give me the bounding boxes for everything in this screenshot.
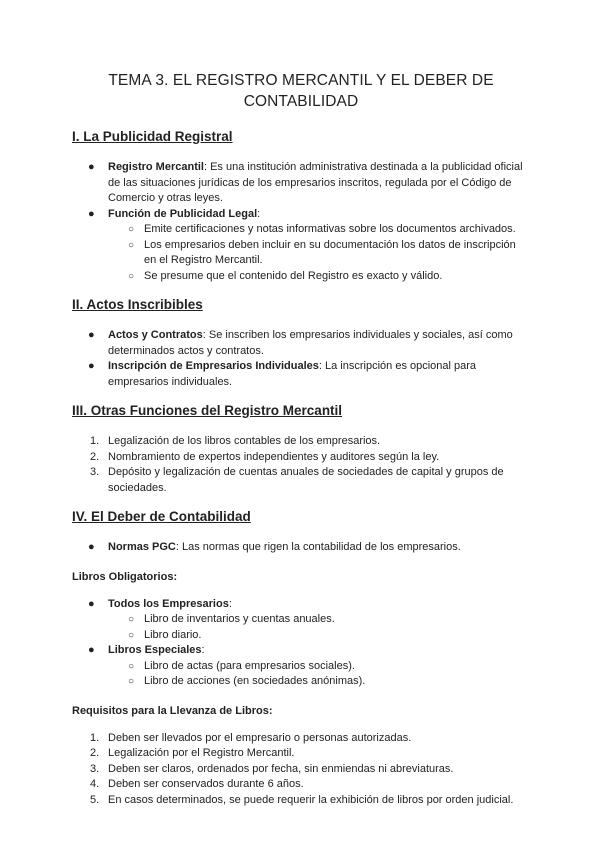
sub-item-text: Los empresarios deben incluir en su documentación los datos de inscripción en el Registro Mercantil. — [144, 238, 516, 266]
sub-list-item — [128, 238, 530, 269]
bullet-icon: ● — [88, 644, 95, 656]
item-text: Depósito y legalización de cuentas anuales de sociedades de capital y grupos de sociedades. — [108, 466, 504, 494]
circle-bullet-icon: ○ — [128, 270, 135, 282]
sub-list — [108, 612, 530, 643]
item-text: : — [228, 597, 232, 610]
list-item — [90, 777, 530, 793]
sub-item-text: Se presume que el contenido del Registro es exacto y válido. — [144, 269, 443, 282]
sub-item-text: Emite certificaciones y notas informativas sobre los documentos archivados. — [144, 223, 516, 235]
title-line-1: TEMA 3. EL REGISTRO MERCANTIL Y EL DEBER DE — [108, 72, 494, 89]
sub-list — [108, 659, 530, 690]
list-item — [88, 643, 530, 690]
list-item — [88, 160, 530, 207]
sub-list-item — [128, 269, 530, 285]
sub-list-item — [128, 628, 530, 644]
item-label: Registro Mercantil — [108, 161, 204, 173]
section-heading-3: III. Otras Funciones del Registro Mercantil — [72, 403, 343, 418]
section-1-list — [72, 160, 530, 284]
list-item — [88, 328, 530, 359]
requisitos-heading: Requisitos para la Llevanza de Libros: — [72, 704, 273, 717]
item-text: : Es una institución administrativa destinada a la publicidad oficial de las situaciones jurídicas de los empresarios inscritos, regulada por el Código de Comercio y otras leyes. — [108, 161, 523, 204]
item-text: En casos determinados, se puede requerir la exhibición de libros por orden judicial. — [108, 793, 514, 806]
list-item — [88, 540, 530, 556]
item-text: : — [257, 207, 261, 220]
sub-list-item — [128, 659, 530, 675]
title-line-2: CONTABILIDAD — [243, 93, 359, 110]
item-label: Libros Especiales — [108, 644, 202, 656]
list-item — [90, 762, 530, 778]
sub-item-text: Libro diario. — [144, 628, 202, 641]
item-text: : La inscripción es opcional para empresarios individuales. — [108, 360, 477, 388]
item-text: Deben ser claros, ordenados por fecha, sin enmiendas ni abreviaturas. — [108, 762, 454, 775]
item-text: Legalización por el Registro Mercantil. — [108, 747, 295, 759]
list-item — [90, 731, 530, 747]
bullet-icon: ● — [88, 207, 95, 220]
item-label: Todos los Empresarios — [108, 597, 229, 610]
section-3-list — [72, 434, 530, 496]
item-label: Actos y Contratos — [108, 329, 203, 341]
item-text: : Las normas que rigen la contabilidad de los empresarios. — [175, 541, 461, 553]
list-number: 3. — [90, 762, 100, 775]
section-heading-1: I. La Publicidad Registral — [72, 129, 233, 144]
list-number: 5. — [90, 793, 100, 806]
section-heading-2: II. Actos Inscribibles — [72, 297, 203, 312]
item-text: Legalización de los libros contables de los empresarios. — [108, 435, 381, 447]
section-2-list — [72, 328, 530, 390]
list-item — [88, 597, 530, 644]
sub-list — [108, 222, 530, 284]
item-text: Deben ser llevados por el empresario o personas autorizadas. — [108, 731, 412, 744]
bullet-icon: ● — [88, 541, 95, 553]
list-item — [90, 465, 530, 496]
list-number: 1. — [90, 435, 100, 447]
libros-list — [72, 597, 530, 690]
sub-list-item — [128, 222, 530, 238]
bullet-icon: ● — [88, 597, 95, 610]
list-number: 1. — [90, 731, 100, 744]
circle-bullet-icon: ○ — [128, 676, 135, 687]
libros-heading: Libros Obligatorios: — [72, 570, 178, 583]
bullet-icon: ● — [88, 329, 95, 341]
section-4-list — [72, 540, 530, 556]
bullet-icon: ● — [88, 360, 95, 372]
page-title — [72, 70, 530, 112]
item-text: : — [201, 644, 205, 656]
list-item — [90, 793, 530, 809]
circle-bullet-icon: ○ — [128, 629, 135, 641]
sub-item-text: Libro de acciones (en sociedades anónimas). — [144, 675, 366, 687]
list-number: 2. — [90, 747, 100, 759]
circle-bullet-icon: ○ — [128, 614, 135, 625]
item-text: Nombramiento de expertos independientes y auditores según la ley. — [108, 450, 440, 463]
list-number: 3. — [90, 466, 100, 478]
circle-bullet-icon: ○ — [128, 224, 135, 235]
item-label: Función de Publicidad Legal — [108, 207, 258, 220]
list-number: 4. — [90, 778, 100, 790]
item-text: Deben ser conservados durante 6 años. — [108, 778, 304, 790]
item-text: : Se inscriben los empresarios individuales y sociales, así como determinados actos y contratos. — [108, 329, 513, 357]
list-item — [88, 207, 530, 285]
sub-item-text: Libro de inventarios y cuentas anuales. — [144, 613, 335, 625]
list-number: 2. — [90, 450, 100, 463]
sub-list-item — [128, 612, 530, 628]
section-heading-4: IV. El Deber de Contabilidad — [72, 509, 251, 524]
sub-item-text: Libro de actas (para empresarios sociales). — [144, 659, 355, 672]
list-item — [90, 450, 530, 466]
requisitos-list — [72, 731, 530, 809]
circle-bullet-icon: ○ — [128, 239, 135, 251]
item-label: Normas PGC — [108, 541, 176, 553]
circle-bullet-icon: ○ — [128, 660, 135, 672]
sub-list-item — [128, 674, 530, 690]
list-item — [90, 746, 530, 762]
list-item — [88, 359, 530, 390]
bullet-icon: ● — [88, 161, 95, 173]
item-label: Inscripción de Empresarios Individuales — [108, 360, 319, 372]
list-item — [90, 434, 530, 450]
